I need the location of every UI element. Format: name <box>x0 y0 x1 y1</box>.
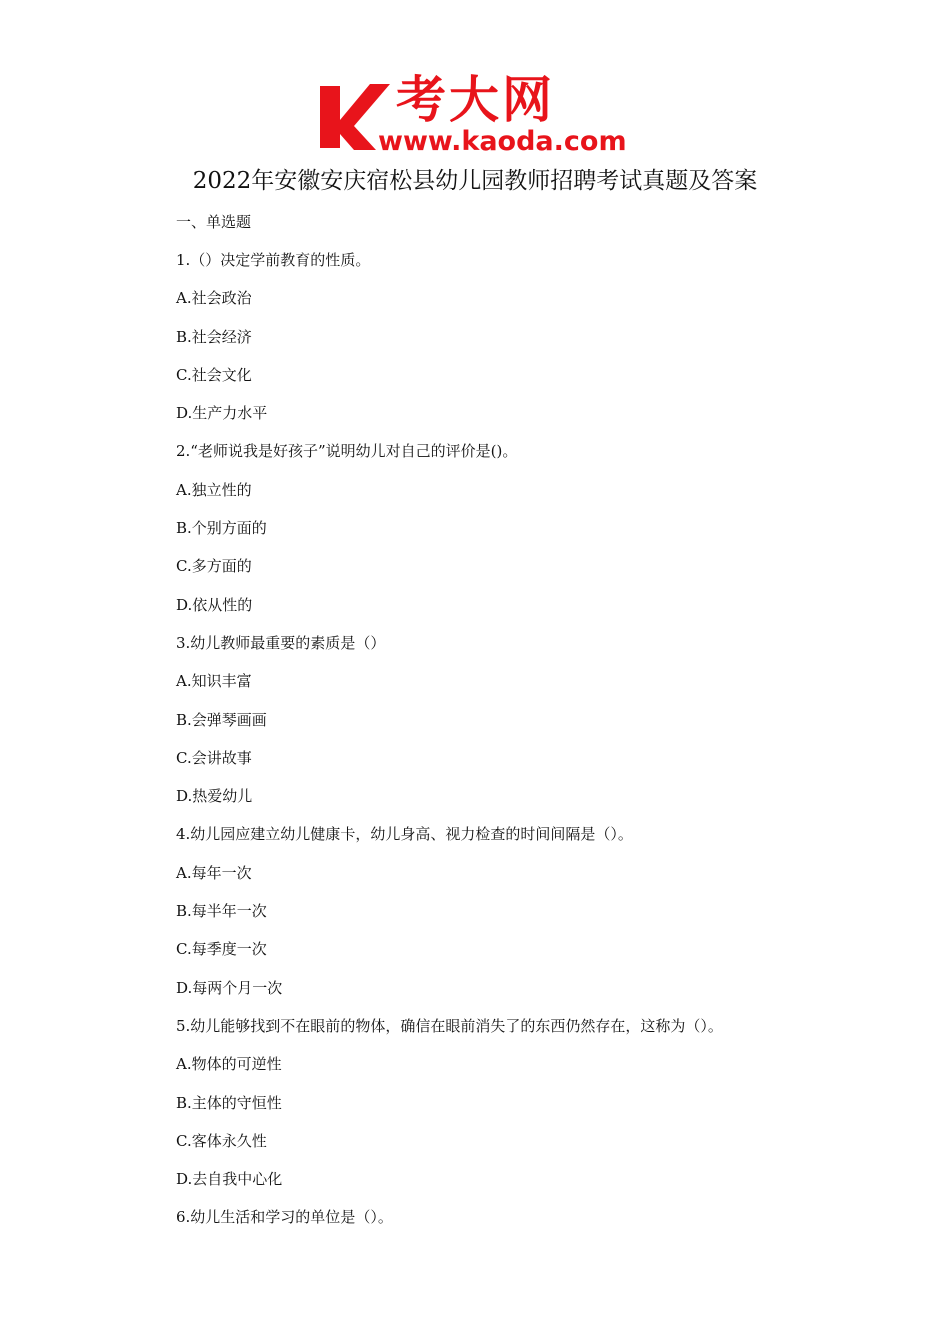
question-2-option-d: D.依从性的 <box>176 595 253 614</box>
question-2-option-b: B.个别方面的 <box>176 519 267 538</box>
question-1-option-c: C.社会文化 <box>176 365 252 384</box>
kaoda-logo <box>318 71 648 160</box>
question-6-stem: 6.幼儿生活和学习的单位是（）。 <box>176 1208 393 1227</box>
question-4-stem: 4.幼儿园应建立幼儿健康卡，幼儿身高、视力检查的时间间隔是（）。 <box>176 825 633 844</box>
question-3-option-b: B.会弹琴画画 <box>176 710 267 729</box>
page-title: 2022年安徽安庆宿松县幼儿园教师招聘考试真题及答案 <box>192 168 758 194</box>
question-1-stem: 1.（）决定学前教育的性质。 <box>176 251 371 269</box>
question-3-stem: 3.幼儿教师最重要的素质是（） <box>176 633 386 652</box>
question-4-option-c: C.每季度一次 <box>176 940 267 959</box>
question-5-option-c: C.客体永久性 <box>176 1131 267 1150</box>
logo-url-text: www.kaoda.com <box>378 126 627 157</box>
question-list <box>176 248 876 1244</box>
question-2-option-c: C.多方面的 <box>176 557 252 576</box>
question-5-stem: 5.幼儿能够找到不在眼前的物体，确信在眼前消失了的东西仍然存在，这称为（）。 <box>176 1016 723 1035</box>
logo-brand-text: 考大网 <box>396 71 555 129</box>
question-1-option-a: A.社会政治 <box>176 289 252 308</box>
question-5-option-d: D.去自我中心化 <box>176 1170 283 1189</box>
question-3-option-a: A.知识丰富 <box>176 672 252 691</box>
question-1-option-b: B.社会经济 <box>176 327 252 346</box>
question-3-option-d: D.热爱幼儿 <box>176 787 253 806</box>
question-1-option-d: D.生产力水平 <box>176 404 268 423</box>
question-4-option-d: D.每两个月一次 <box>176 978 283 997</box>
question-5-option-a: A.物体的可逆性 <box>176 1055 282 1074</box>
question-4-option-b: B.每半年一次 <box>176 902 267 921</box>
question-5-option-b: B.主体的守恒性 <box>176 1093 282 1112</box>
question-4-option-a: A.每年一次 <box>176 863 252 882</box>
section-heading: 一、单选题 <box>176 213 252 231</box>
question-2-stem: 2.“老师说我是好孩子”说明幼儿对自己的评价是()。 <box>176 442 518 461</box>
question-2-option-a: A.独立性的 <box>176 480 252 499</box>
question-3-option-c: C.会讲故事 <box>176 748 252 767</box>
